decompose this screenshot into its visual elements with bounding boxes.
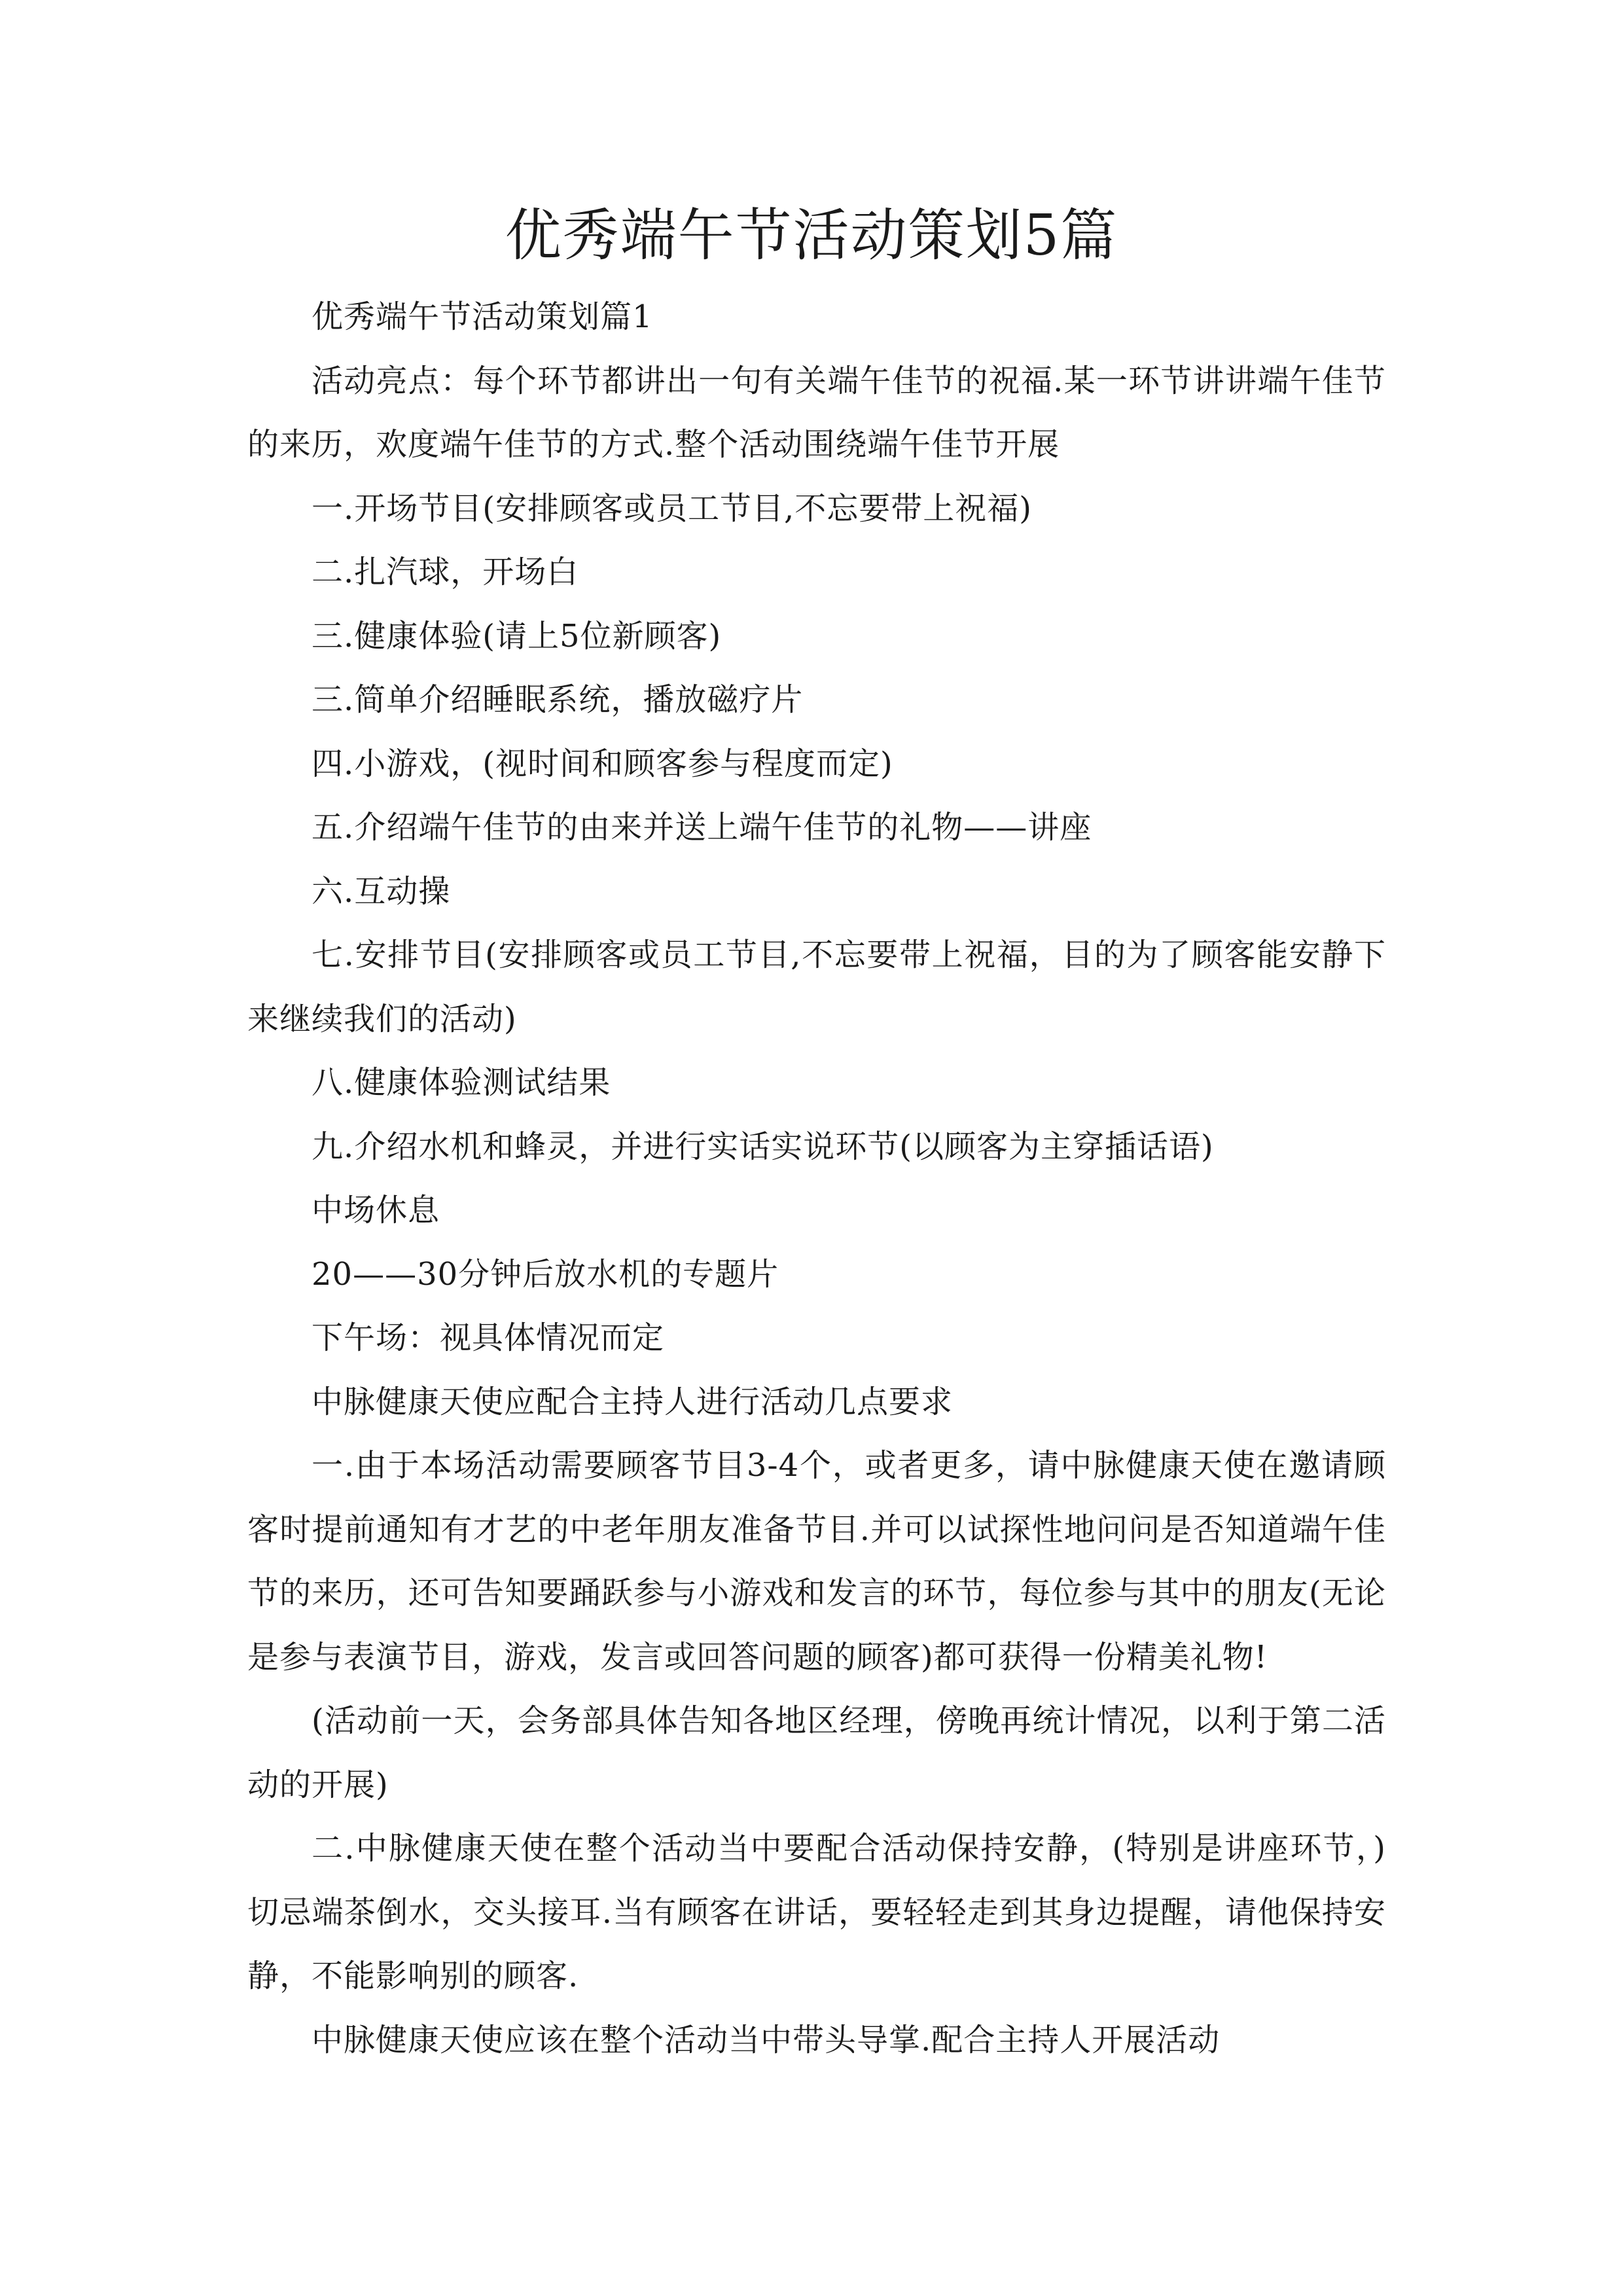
paragraph-2: 活动亮点：每个环节都讲出一句有关端午佳节的祝福.某一环节讲讲端午佳节的来历，欢度端午佳节的方式.整个活动围绕端午佳节开展 [247, 362, 1386, 463]
paragraph-9: 六.互动操 [312, 872, 451, 910]
paragraph-1: 优秀端午节活动策划篇1 [312, 298, 653, 335]
paragraph-17: 一.由于本场活动需要顾客节目3-4个，或者更多，请中脉健康天使在邀请顾客时提前通知有才艺的中老年朋友准备节目.并可以试探性地问问是否知道端午佳节的来历，还可告知要踊跃参与小游戏和发言的环节，每位参与其中的朋友(无论是参与表演节目，游戏，发言或回答问题的顾客)都可获得一份精美礼物! [247, 1447, 1386, 1676]
paragraph-5: 三.健康体验(请上5位新顾客) [312, 617, 722, 655]
paragraph-4: 二.扎汽球，开场白 [312, 554, 579, 590]
paragraph-19: 二.中脉健康天使在整个活动当中要配合活动保持安静，(特别是讲座环节，)切忌端茶倒水，交头接耳.当有顾客在讲话，要轻轻走到其身边提醒，请他保持安静，不能影响别的顾客. [247, 1830, 1386, 1994]
paragraph-13: 中场休息 [312, 1192, 440, 1229]
paragraph-12: 九.介绍水机和蜂灵，并进行实话实说环节(以顾客为主穿插话语) [312, 1128, 1214, 1165]
paragraph-20: 中脉健康天使应该在整个活动当中带头导掌.配合主持人开展活动 [312, 2021, 1221, 2058]
paragraph-11: 八.健康体验测试结果 [312, 1064, 611, 1101]
paragraph-6: 三.简单介绍睡眠系统，播放磁疗片 [312, 681, 804, 718]
paragraph-14: 20——30分钟后放水机的专题片 [312, 1255, 779, 1293]
paragraph-3: 一.开场节目(安排顾客或员工节目,不忘要带上祝福) [312, 490, 1032, 527]
paragraph-16: 中脉健康天使应配合主持人进行活动几点要求 [312, 1383, 954, 1420]
paragraph-15: 下午场：视具体情况而定 [312, 1319, 665, 1356]
paragraph-10: 七.安排节目(安排顾客或员工节目,不忘要带上祝福，目的为了顾客能安静下来继续我们的活动) [247, 937, 1386, 1037]
paragraph-8: 五.介绍端午佳节的由来并送上端午佳节的礼物——讲座 [312, 809, 1092, 846]
paragraph-7: 四.小游戏，(视时间和顾客参与程度而定) [312, 745, 893, 782]
page-title: 优秀端午节活动策划5篇 [505, 203, 1118, 268]
document-body [247, 285, 1386, 2072]
paragraph-18: (活动前一天，会务部具体告知各地区经理，傍晚再统计情况，以利于第二活动的开展) [247, 1702, 1386, 1803]
